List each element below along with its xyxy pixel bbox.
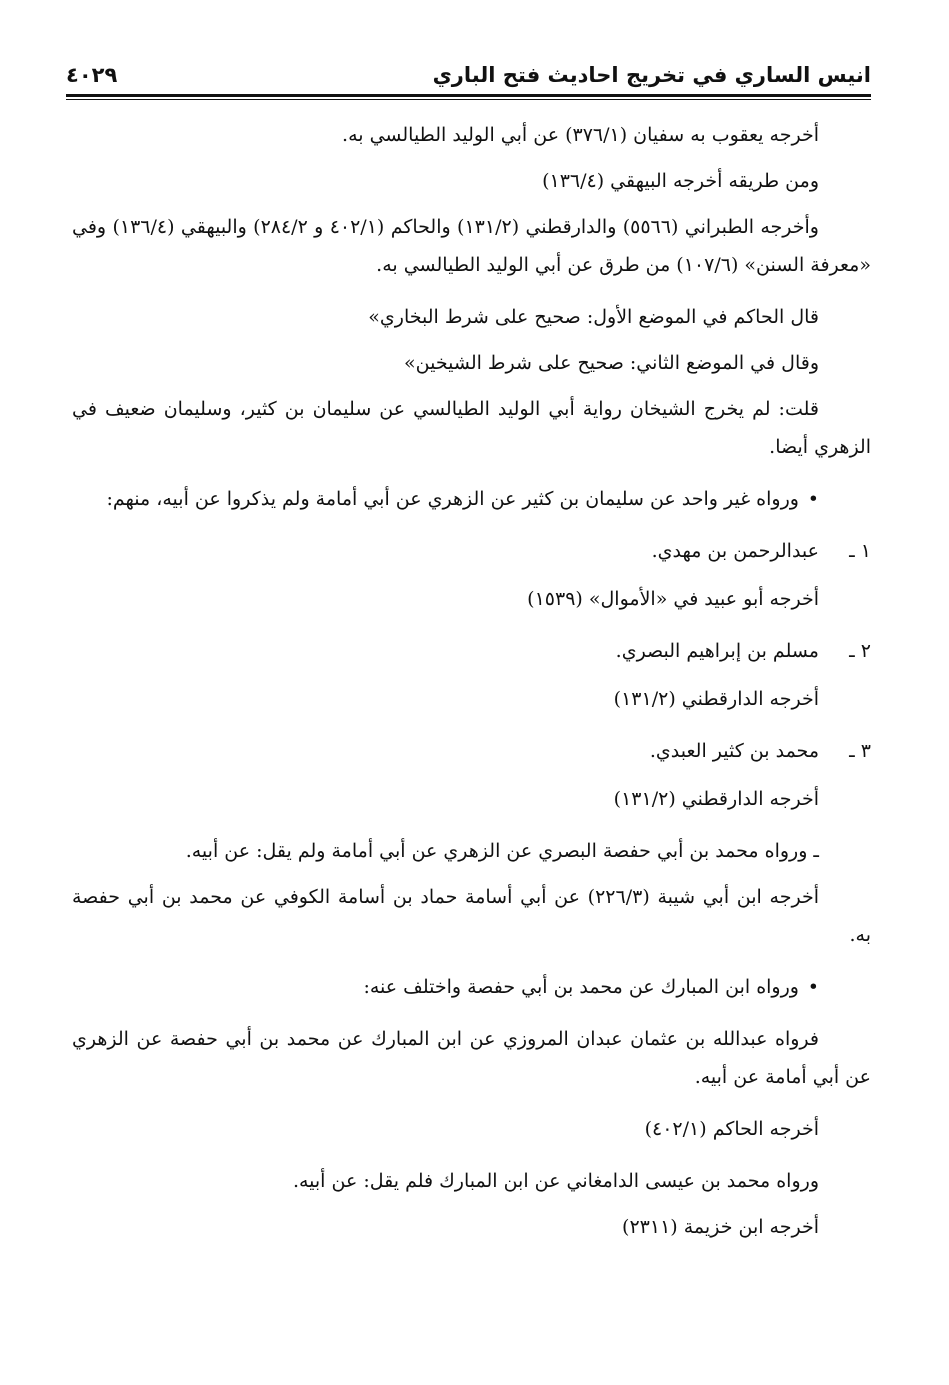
paragraph-6: قلت: لم يخرج الشيخان رواية أبي الوليد الطيالسي عن سليمان بن كثير، وسليمان ضعيف في الزهري أيضا. — [72, 398, 871, 458]
paragraph-1: أخرجه يعقوب به سفيان (٣٧٦/١) عن أبي الوليد الطيالسي به. — [342, 124, 819, 146]
header-rule-thin — [66, 99, 871, 100]
list-item — [72, 732, 871, 770]
paragraph-3: وأخرجه الطبراني (٥٥٦٦) والدارقطني (١٣١/٢) والحاكم (٤٠٢/١ و ٢٨٤/٢) والبيهقي (١٣٦/٤) وفي «معرفة السنن» (١٠٧/٦) من طرق عن أبي الوليد الطيالسي به. — [72, 216, 871, 276]
page-body — [72, 116, 871, 1254]
paragraph-12: أخرجه ابن خزيمة (٢٣١١) — [622, 1216, 819, 1238]
list-item — [72, 532, 871, 570]
list-item-number: ٣ ـ — [849, 740, 871, 762]
paragraph-2: ومن طريقه أخرجه البيهقي (١٣٦/٤) — [542, 170, 819, 192]
list-item — [72, 632, 871, 670]
bullet-text: ورواه غير واحد عن سليمان بن كثير عن الزهري عن أبي أمامة ولم يذكروا عن أبيه، منهم: — [106, 488, 799, 510]
page-number: ٤٠٢٩ — [66, 63, 118, 87]
list-item-name: محمد بن كثير العبدي. — [649, 740, 819, 762]
bullet-paragraph-2 — [72, 968, 871, 1006]
bullet-mark: • — [807, 976, 819, 998]
paragraph-11: ورواه محمد بن عيسى الدامغاني عن ابن المبارك فلم يقل: عن أبيه. — [292, 1170, 819, 1192]
bullet-paragraph-1 — [72, 480, 871, 518]
list-item-source: أخرجه الدارقطني (١٣١/٢) — [613, 788, 819, 810]
paragraph-10: أخرجه الحاكم (٤٠٢/١) — [644, 1118, 819, 1140]
bullet-text: ورواه ابن المبارك عن محمد بن أبي حفصة واختلف عنه: — [363, 976, 799, 998]
list-item-name: عبدالرحمن بن مهدي. — [651, 540, 819, 562]
list-item-source: أخرجه أبو عبيد في «الأموال» (١٥٣٩) — [527, 588, 819, 610]
list-item-number: ٢ ـ — [849, 640, 871, 662]
running-header — [66, 58, 871, 94]
paragraph-8: أخرجه ابن أبي شيبة (٢٢٦/٣) عن أبي أسامة حماد بن أسامة الكوفي عن محمد بن أبي حفصة به. — [72, 886, 871, 946]
header-rule-thick — [66, 94, 871, 97]
paragraph-4: قال الحاكم في الموضع الأول: صحيح على شرط البخاري» — [368, 306, 819, 328]
paragraph-9: فرواه عبدالله بن عثمان عبدان المروزي عن ابن المبارك عن محمد بن أبي حفصة عن الزهري عن أبي أمامة عن أبيه. — [72, 1028, 871, 1088]
list-item-source: أخرجه الدارقطني (١٣١/٢) — [613, 688, 819, 710]
bullet-mark: • — [807, 488, 819, 510]
book-title: انيس الساري في تخريج احاديث فتح الباري — [432, 63, 871, 87]
list-item-name: مسلم بن إبراهيم البصري. — [615, 640, 819, 662]
paragraph-7: ـ ورواه محمد بن أبي حفصة البصري عن الزهري عن أبي أمامة ولم يقل: عن أبيه. — [185, 840, 819, 862]
list-item-number: ١ ـ — [849, 540, 871, 562]
paragraph-5: وقال في الموضع الثاني: صحيح على شرط الشيخين» — [404, 352, 819, 374]
